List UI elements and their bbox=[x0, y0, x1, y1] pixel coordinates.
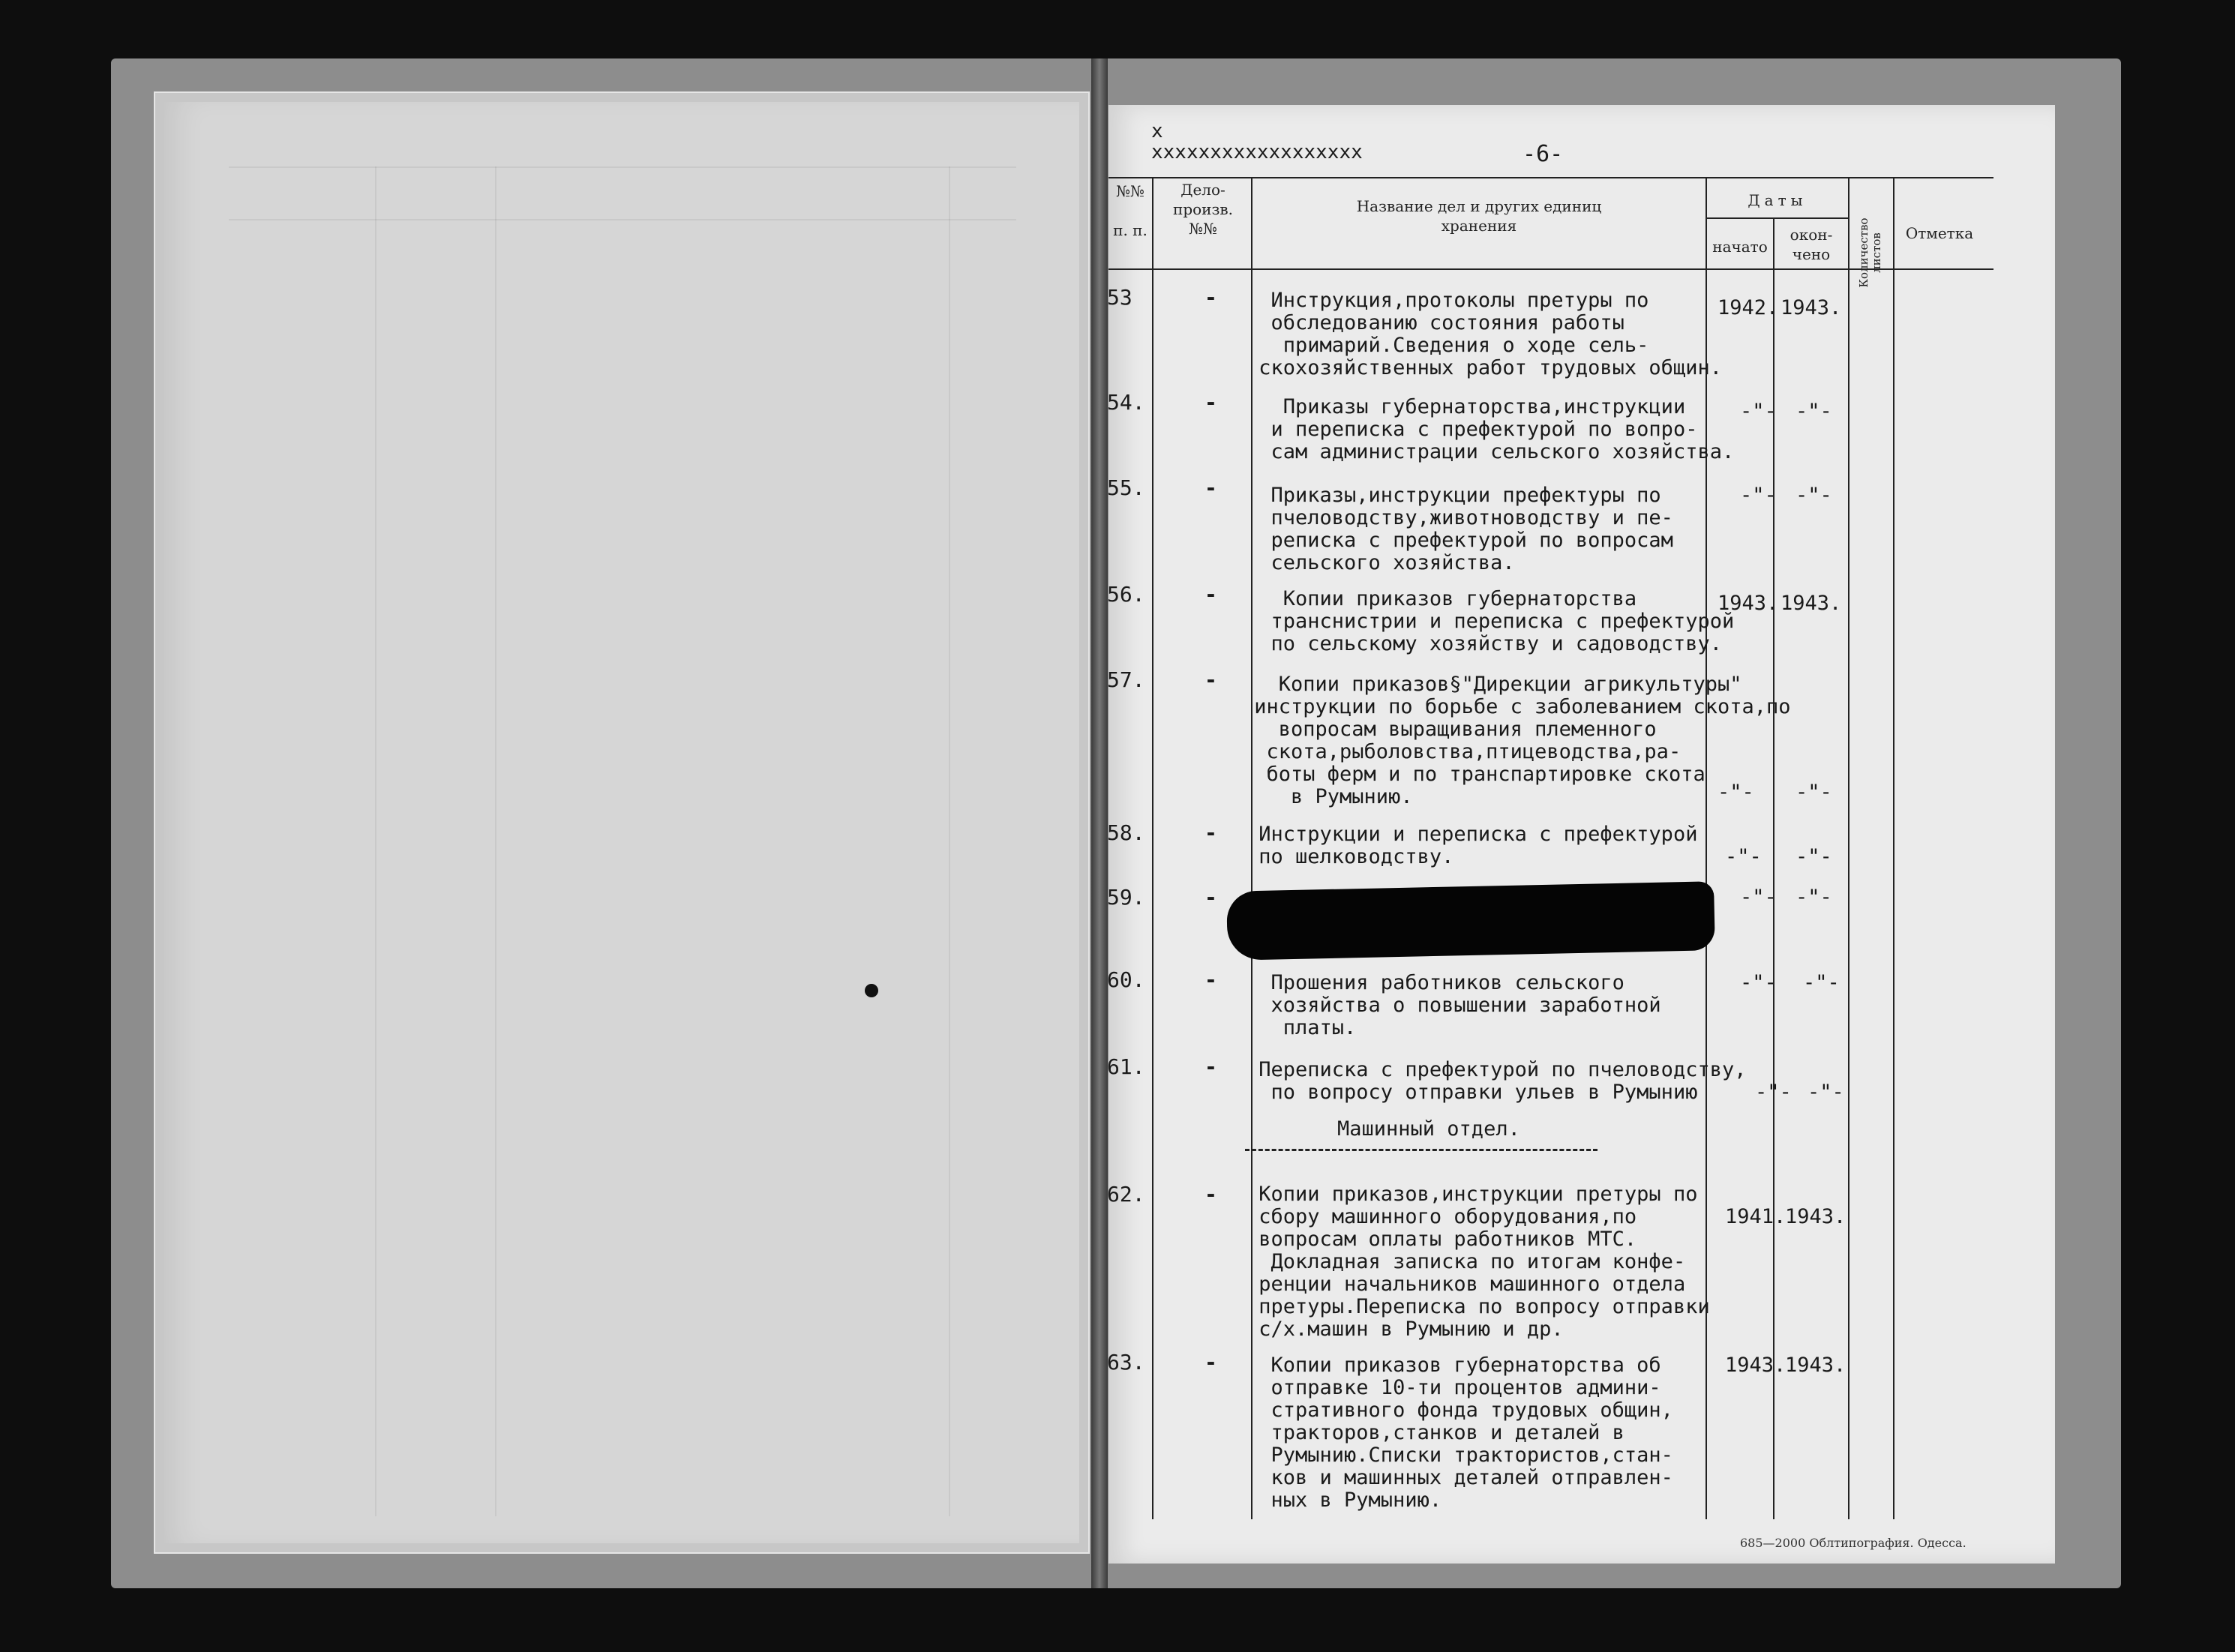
page-number: -6- bbox=[1522, 141, 1564, 167]
header-col-note: Отметка bbox=[1905, 224, 1974, 242]
bleed-through-line bbox=[375, 166, 376, 1516]
case-dash: - bbox=[1204, 1182, 1217, 1207]
header-col-end-line2: чено bbox=[1792, 245, 1831, 263]
row-start-date: -"- bbox=[1740, 886, 1777, 909]
row-title: Копии приказов,инструкции претуры по сбору машинного оборудования,по вопросам оплаты работников МТС. Докладная записка по итогам конфе- ренции начальников машинного отдела претуры.Переписка по вопросу отправки с/х.машин в Румынию и др. bbox=[1258, 1183, 1710, 1341]
col-divider bbox=[1848, 177, 1850, 1519]
section-underline bbox=[1245, 1149, 1598, 1151]
row-number: 57. bbox=[1107, 667, 1145, 692]
row-number: 54. bbox=[1107, 390, 1145, 415]
row-end-date: 1943. bbox=[1780, 296, 1842, 319]
row-title: Приказы,инструкции префектуры по пчеловодству,животноводству и пе- реписка с префектурой по вопросам сельского хозяйства. bbox=[1270, 484, 1673, 574]
row-number: 60. bbox=[1107, 967, 1145, 992]
printer-imprint: 685—2000 Облтипография. Одесса. bbox=[1740, 1536, 1966, 1550]
row-title: Прошения работников сельского хозяйства о повышении заработной платы. bbox=[1270, 971, 1661, 1039]
header-col-title bbox=[1252, 196, 1706, 235]
case-dash: - bbox=[1204, 285, 1217, 310]
book-spine bbox=[1091, 58, 1108, 1588]
row-end-date: 1943. bbox=[1780, 592, 1842, 615]
case-dash: - bbox=[1204, 820, 1217, 845]
row-start-date: 1941. bbox=[1725, 1205, 1786, 1228]
row-title: Копии приказов губернаторства транснистрии и переписка с префектурой по сельскому хозяйству и садоводству. bbox=[1270, 587, 1735, 655]
case-dash: - bbox=[1204, 1350, 1217, 1375]
row-end-date: 1943. bbox=[1785, 1354, 1846, 1377]
header-col-title-line1: Название дел и других единиц bbox=[1356, 197, 1602, 215]
row-title: Копии приказов губернаторства об отправке 10-ти процентов админи- стративного фонда трудовых общин, тракторов,станков и деталей в Румынию.Списки трактористов,стан- ков и машинных деталей отправлен- ных в Румынию. bbox=[1270, 1354, 1673, 1512]
row-end-date: -"- bbox=[1803, 971, 1840, 994]
case-dash: - bbox=[1204, 1054, 1217, 1079]
row-start-date: -"- bbox=[1740, 971, 1777, 994]
row-start-date: 1943. bbox=[1725, 1354, 1786, 1377]
row-number: 59. bbox=[1107, 885, 1145, 910]
section-heading: Машинный отдел. bbox=[1337, 1117, 1520, 1141]
header-col-dates: Даты bbox=[1748, 191, 1808, 209]
case-dash: - bbox=[1204, 885, 1217, 910]
row-number: 61. bbox=[1107, 1054, 1145, 1079]
case-dash: - bbox=[1204, 390, 1217, 415]
header-col-title-line2: хранения bbox=[1441, 217, 1517, 235]
case-dash: - bbox=[1204, 475, 1217, 500]
row-start-date: -"- bbox=[1740, 400, 1777, 423]
row-end-date: -"- bbox=[1796, 845, 1832, 868]
header-col-start: начато bbox=[1712, 238, 1768, 256]
case-dash: - bbox=[1204, 667, 1217, 692]
row-number: 58. bbox=[1107, 820, 1145, 845]
row-end-date: -"- bbox=[1808, 1081, 1844, 1104]
header-col-case-line2: произв. bbox=[1172, 200, 1234, 218]
row-title: Инструкция,протоколы претуры по обследованию состояния работы примарий.Сведения о ходе сель- скохозяйственных работ трудовых общин. bbox=[1258, 289, 1722, 379]
redaction-block bbox=[1226, 881, 1715, 961]
header-col-end bbox=[1774, 225, 1848, 264]
header-col-end-line1: окон- bbox=[1790, 226, 1833, 244]
row-number: 53 bbox=[1107, 285, 1132, 310]
header-col-case bbox=[1155, 180, 1251, 238]
table-top-rule bbox=[1108, 177, 1994, 178]
row-end-date: -"- bbox=[1796, 886, 1832, 909]
row-title: Копии приказов§"Дирекции агрикультуры" инструкции по борьбе с заболеванием скота,по вопросам выращивания племенного скота,рыболовства,птицеводства,ра- боты ферм и по транспартировке скота в Румынию. bbox=[1254, 673, 1791, 808]
header-col-case-line1: Дело- bbox=[1180, 181, 1226, 199]
case-dash: - bbox=[1204, 967, 1217, 992]
row-number: 62. bbox=[1107, 1182, 1145, 1207]
row-number: 56. bbox=[1107, 582, 1145, 607]
row-start-date: -"- bbox=[1725, 845, 1762, 868]
row-end-date: -"- bbox=[1796, 781, 1832, 804]
header-col-case-line3: №№ bbox=[1189, 220, 1217, 238]
row-start-date: 1942. bbox=[1718, 296, 1779, 319]
header-col-sheets: Количество листов bbox=[1857, 217, 1883, 288]
row-start-date: -"- bbox=[1718, 781, 1754, 804]
row-start-date: 1943. bbox=[1718, 592, 1779, 615]
row-number: 55. bbox=[1107, 475, 1145, 500]
bleed-through-line bbox=[229, 166, 1016, 168]
bleed-through-line bbox=[495, 166, 496, 1516]
header-col-number bbox=[1108, 181, 1152, 240]
row-start-date: -"- bbox=[1740, 484, 1777, 507]
case-dash: - bbox=[1204, 582, 1217, 607]
row-title: Инструкции и переписка с префектурой по шелководству. bbox=[1258, 823, 1698, 868]
row-end-date: 1943. bbox=[1785, 1205, 1846, 1228]
row-number: 63. bbox=[1107, 1350, 1145, 1375]
row-end-date: -"- bbox=[1796, 400, 1832, 423]
crossed-out-line: xxxxxxxxxxxxxxxxxx bbox=[1151, 141, 1363, 163]
dates-divider-rule bbox=[1706, 217, 1848, 219]
row-title: Приказы губернаторства,инструкции и переписка с префектурой по вопро- сам администрации сельского хозяйства. bbox=[1270, 395, 1735, 463]
col-divider bbox=[1152, 177, 1154, 1519]
col-divider bbox=[1893, 177, 1894, 1519]
row-end-date: -"- bbox=[1796, 484, 1832, 507]
bleed-through-line bbox=[229, 219, 1016, 220]
row-title: Переписка с префектурой по пчеловодству, по вопросу отправки ульев в Румынию bbox=[1258, 1058, 1747, 1104]
bleed-through-line bbox=[949, 166, 950, 1516]
header-col-number-line1: №№ bbox=[1116, 182, 1144, 200]
header-col-number-line2: п. п. bbox=[1113, 221, 1148, 239]
ink-spot bbox=[865, 984, 878, 997]
crossed-out-mark: x bbox=[1151, 120, 1163, 142]
left-page-blank bbox=[154, 91, 1090, 1554]
row-start-date: -"- bbox=[1755, 1081, 1792, 1104]
